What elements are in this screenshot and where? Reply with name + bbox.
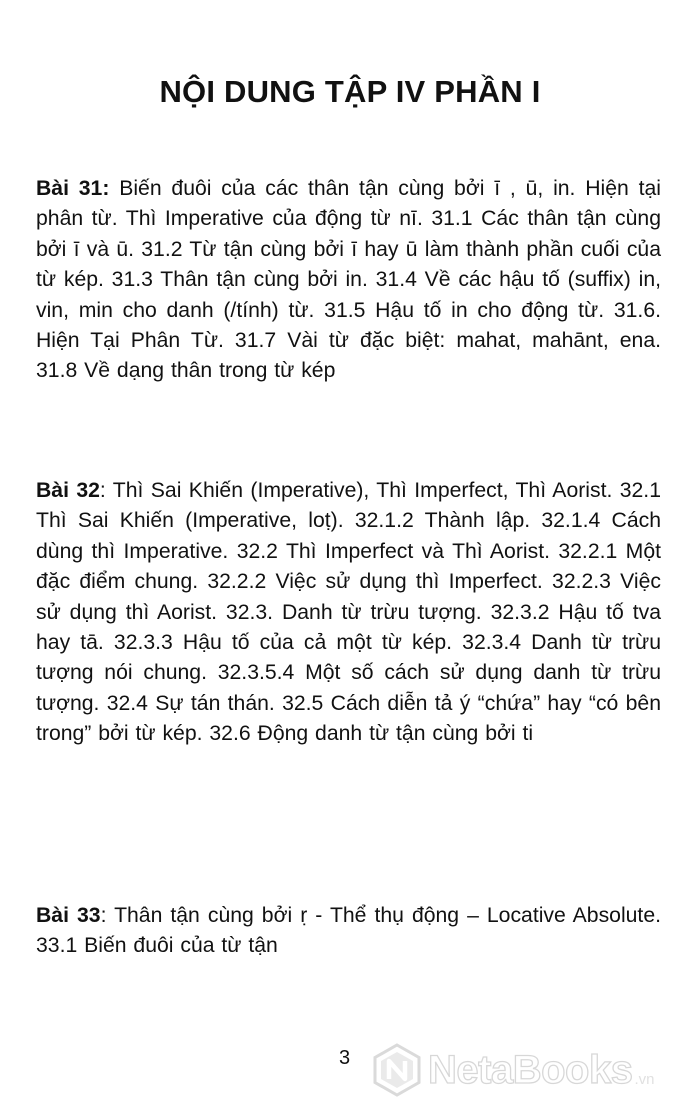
lesson-33-entry (36, 901, 661, 962)
watermark (372, 1042, 654, 1098)
watermark-text: NetaBooks (428, 1047, 633, 1092)
netabooks-logo-icon (372, 1043, 422, 1097)
page-number: 3 (339, 1047, 351, 1069)
lesson-33-text: : Thân tận cùng bởi ṛ - Thể thụ động – Locative Absolute. 33.1 Biến đuôi của từ tận (36, 904, 661, 958)
lesson-33-label: Bài 33 (36, 904, 101, 927)
lesson-31-text: Biến đuôi của các thân tận cùng bởi ī , ū, in. Hiện tại phân từ. Thì Imperative của động từ nī. 31.1 Các thân tận cùng bởi ī và ū. 31.2 Từ tận cùng bởi ī hay ū làm thành phần cuối của từ kép. 31.3 Thân tận cùng bởi in. 31.4 Về các hậu tố (suffix) in, vin, min cho danh (/tính) từ. 31.5 Hậu tố in cho động từ. 31.6. Hiện Tại Phân Từ. 31.7 Vài từ đặc biệt: mahat, mahānt, ena. 31.8 Về dạng thân trong từ kép (36, 177, 661, 383)
lesson-32-entry (36, 476, 661, 750)
lesson-32-label: Bài 32 (36, 479, 100, 502)
lesson-32-text: : Thì Sai Khiến (Imperative), Thì Imperfect, Thì Aorist. 32.1 Thì Sai Khiến (Imperative, loṭ). 32.1.2 Thành lập. 32.1.4 Cách dùng thì Imperative. 32.2 Thì Imperfect và Thì Aorist. 32.2.1 Một đặc điểm chung. 32.2.2 Việc sử dụng thì Imperfect. 32.2.3 Việc sử dụng thì Aorist. 32.3. Danh từ trừu tượng. 32.3.2 Hậu tố tva hay tā. 32.3.3 Hậu tố của cả một từ kép. 32.3.4 Danh từ trừu tượng nói chung. 32.3.5.4 Một số cách sử dụng danh từ trừu tượng. 32.4 Sự tán thán. 32.5 Cách diễn tả ý “chứa” hay “có bên trong” bởi từ kép. 32.6 Động danh từ tận cùng bởi ti (36, 479, 661, 746)
watermark-suffix: .vn (634, 1071, 655, 1088)
page-title: NỘI DUNG TẬP IV PHẦN I (159, 74, 541, 109)
lesson-31-entry (36, 174, 661, 387)
lesson-31-label: Bài 31: (36, 177, 110, 200)
